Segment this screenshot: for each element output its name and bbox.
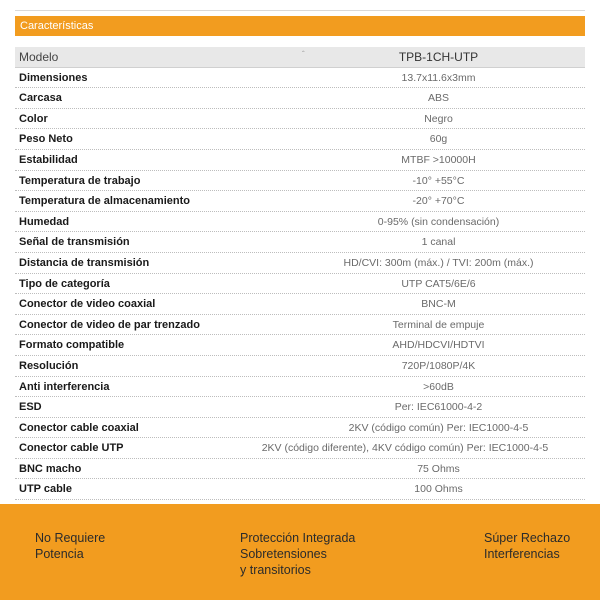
spec-value: 720P/1080P/4K bbox=[401, 359, 476, 372]
spec-label: UTP cable bbox=[19, 483, 72, 496]
spec-label: Tipo de categoría bbox=[19, 277, 110, 290]
spec-label: Estabilidad bbox=[19, 153, 78, 166]
spec-value: 2KV (código diferente), 4KV código común) Per: IEC1000-4-5 bbox=[261, 442, 549, 455]
tick-mark: ˆ bbox=[302, 50, 305, 59]
spec-table bbox=[15, 47, 585, 500]
spec-label: Humedad bbox=[19, 215, 70, 228]
spec-value: 0-95% (sin condensación) bbox=[377, 215, 500, 228]
spec-value: -20° +70°C bbox=[412, 195, 465, 208]
spec-value: Negro bbox=[424, 112, 453, 125]
spec-row bbox=[15, 129, 585, 150]
spec-row bbox=[15, 150, 585, 171]
spec-row bbox=[15, 253, 585, 274]
spec-row bbox=[15, 377, 585, 398]
section-title: Características bbox=[15, 16, 585, 36]
spec-label: Color bbox=[19, 112, 48, 125]
spec-row bbox=[15, 191, 585, 212]
spec-value: 1 canal bbox=[421, 236, 456, 249]
spec-row bbox=[15, 68, 585, 89]
spec-label: Conector de video de par trenzado bbox=[19, 318, 200, 331]
feature-text: y transitorios bbox=[240, 563, 311, 577]
spec-row bbox=[15, 418, 585, 439]
feature-text: Súper Rechazo bbox=[484, 531, 571, 545]
spec-row bbox=[15, 212, 585, 233]
spec-value: Terminal de empuje bbox=[392, 318, 485, 331]
spec-label: Conector de video coaxial bbox=[19, 298, 156, 311]
spec-value: ABS bbox=[427, 92, 449, 105]
spec-label: Peso Neto bbox=[19, 133, 73, 146]
spec-row bbox=[15, 274, 585, 295]
feature-text: Protección Integrada bbox=[240, 531, 356, 545]
spec-label: Carcasa bbox=[19, 92, 62, 105]
spec-value: UTP CAT5/6E/6 bbox=[401, 277, 476, 290]
feature-interference-rejection bbox=[484, 530, 570, 562]
spec-row bbox=[15, 232, 585, 253]
spec-row bbox=[15, 459, 585, 480]
spec-row bbox=[15, 294, 585, 315]
spec-value: MTBF >10000H bbox=[401, 153, 476, 166]
spec-row bbox=[15, 397, 585, 418]
spec-header-label: Modelo bbox=[19, 50, 59, 64]
spec-label: Conector cable UTP bbox=[19, 442, 124, 455]
spec-value: 2KV (código común) Per: IEC1000-4-5 bbox=[348, 421, 529, 434]
spec-value: 75 Ohms bbox=[417, 462, 460, 475]
spec-row bbox=[15, 335, 585, 356]
spec-value: -10° +55°C bbox=[412, 174, 465, 187]
top-divider bbox=[15, 10, 585, 11]
spec-row bbox=[15, 438, 585, 459]
feature-surge-protection bbox=[240, 530, 355, 578]
feature-text: Potencia bbox=[35, 547, 84, 561]
spec-row bbox=[15, 315, 585, 336]
spec-value: 13.7x11.6x3mm bbox=[401, 71, 476, 84]
spec-label: ESD bbox=[19, 401, 42, 414]
feature-text: Sobretensiones bbox=[240, 547, 327, 561]
spec-label: Señal de transmisión bbox=[19, 236, 130, 249]
spec-label: Conector cable coaxial bbox=[19, 421, 139, 434]
spec-row bbox=[15, 171, 585, 192]
spec-value: 100 Ohms bbox=[414, 483, 463, 496]
spec-value: 60g bbox=[429, 133, 448, 146]
spec-value: HD/CVI: 300m (máx.) / TVI: 200m (máx.) bbox=[343, 256, 534, 269]
feature-band bbox=[0, 504, 600, 600]
spec-value: >60dB bbox=[423, 380, 454, 393]
feature-text: Interferencias bbox=[484, 547, 560, 561]
feature-no-power bbox=[35, 530, 105, 562]
spec-label: BNC macho bbox=[19, 462, 82, 475]
spec-label: Temperatura de almacenamiento bbox=[19, 195, 190, 208]
spec-value: Per: IEC61000-4-2 bbox=[394, 401, 483, 414]
spec-value: AHD/HDCVI/HDTVI bbox=[392, 339, 485, 352]
spec-header-row bbox=[15, 47, 585, 68]
spec-value: BNC-M bbox=[421, 298, 456, 311]
feature-text: No Requiere bbox=[35, 531, 106, 545]
spec-label: Anti interferencia bbox=[19, 380, 110, 393]
spec-row bbox=[15, 88, 585, 109]
spec-label: Temperatura de trabajo bbox=[19, 174, 141, 187]
spec-row bbox=[15, 109, 585, 130]
spec-row bbox=[15, 479, 585, 500]
spec-label: Resolución bbox=[19, 359, 79, 372]
spec-row bbox=[15, 356, 585, 377]
spec-label: Distancia de transmisión bbox=[19, 256, 150, 269]
spec-header-value: TPB-1CH-UTP bbox=[398, 50, 479, 64]
spec-label: Formato compatible bbox=[19, 339, 125, 352]
spec-label: Dimensiones bbox=[19, 71, 88, 84]
